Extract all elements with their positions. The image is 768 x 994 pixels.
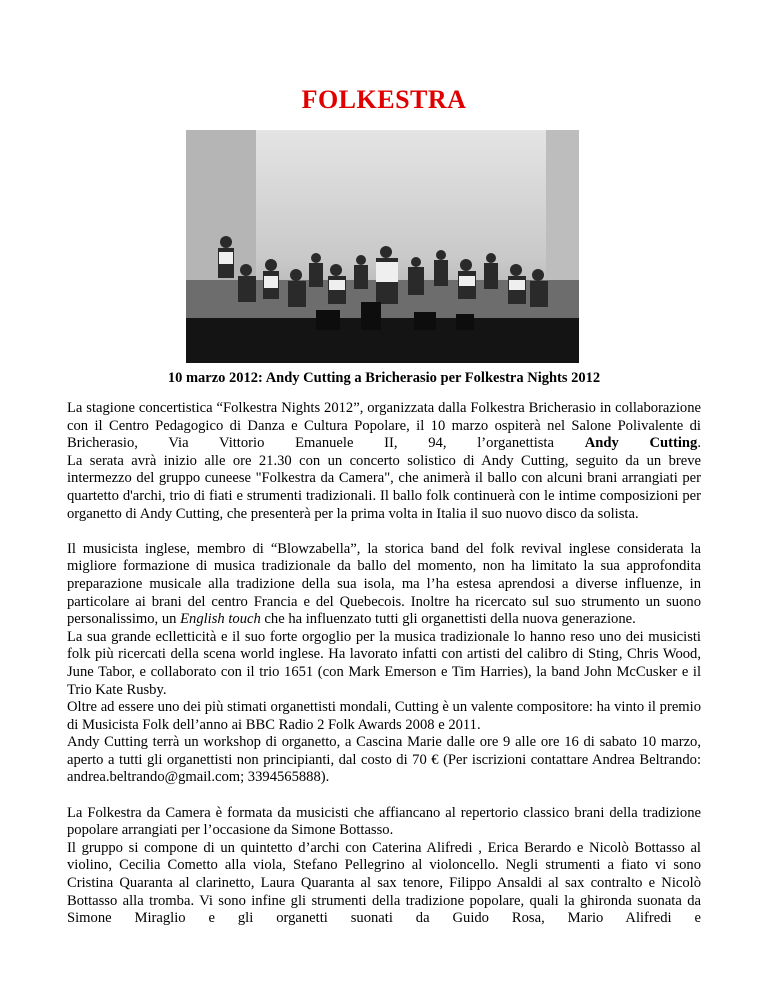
paragraph-1-intro bbox=[67, 400, 701, 453]
paragraph-1-program: La serata avrà inizio alle ore 21.30 con un concerto solistico di Andy Cutting, seguito da un breve intermezzo del gruppo cuneese "Folkestra da Camera", che animerà il ballo con alcuni brani arrangiati per quartetto d'archi, trio di fiati e strumenti tradizionali. Il ballo folk continuerà con le intime composizioni per organetto di Andy Cutting, che presenterà per la prima volta in Italia il suo nuovo disco da solista. bbox=[67, 452, 701, 522]
photo-caption: 10 marzo 2012: Andy Cutting a Bricherasio per Folkestra Nights 2012 bbox=[167, 370, 601, 386]
paragraph-3-chamber: La Folkestra da Camera è formata da musicisti che affiancano al repertorio classico brani della tradizione popolare arrangiati per l’occasione da Simone Bottasso. bbox=[67, 804, 701, 839]
orchestra-stage-image bbox=[186, 130, 579, 363]
page-title: FOLKESTRA bbox=[301, 85, 467, 114]
paragraph-2-musician bbox=[67, 541, 701, 629]
article-body bbox=[67, 400, 701, 928]
paragraph-2-career: La sua grande eclletticità e il suo forte orgoglio per la musica tradizionale lo hanno reso uno dei musicisti folk più ricercati della scena world inglese. Ha lavorato infatti con artisti del calibro di Sting, Chris Wood, June Tabor, e collaborato con il trio 1651 (con Mark Emerson e Tim Harries), la band John McCusker e il Trio Kate Rusby. bbox=[67, 628, 701, 698]
paragraph-2-awards: Oltre ad essere uno dei più stimati organettisti mondali, Cutting è un valente compositore: ha vinto il premio di Musicista Folk dell’anno ai BBC Radio 2 Folk Awards 2008 e 2011. bbox=[67, 699, 701, 733]
p1-text-b: . bbox=[697, 435, 701, 452]
paragraph-2-workshop: Andy Cutting terrà un workshop di organetto, a Cascina Marie dalle ore 9 alle ore 16 di sabato 10 marzo, aperto a tutti gli organettisti non principianti, dal costo di 70 € (Per iscrizioni contattare Andrea Beltrando: andrea.beltrando@gmail.com; 3394565888). bbox=[67, 734, 701, 786]
concert-photo bbox=[186, 130, 579, 363]
artist-name-bold: Andy Cutting bbox=[584, 435, 698, 452]
p2-text-b: che ha influenzato tutti gli organettisti della nuova generazione. bbox=[260, 611, 636, 628]
p1-text-a: La stagione concertistica “Folkestra Nights 2012”, organizzata dalla Folkestra Bricherasio in collaborazione con il Centro Pedagogico di Danza e Cultura Popolare, il 10 marzo ospiterà nel Salone Polivalente di Bricherasio, Via Vittorio Emanuele II, 94, l’organettista bbox=[67, 400, 701, 452]
p2-text-a: Il musicista inglese, membro di “Blowzabella”, la storica band del folk revival inglese considerata la migliore formazione di musica tradizionale da ballo del momento, non ha limitato la sua approfondita preparazione musicale alla tradizione della sua isola, ma l’ha estesa aprendosi a diverse influenze, in particolare ai brani del centro Francia e del Quebecois. Inoltre ha ricercato sul suo strumento un suono personalissimo, un bbox=[67, 540, 701, 628]
paragraph-3-members: Il gruppo si compone di un quintetto d’archi con Caterina Alifredi , Erica Berardo e Nicolò Bottasso al violino, Cecilia Cometto alla viola, Stefano Pellegrino al violoncello. Negli strumenti a fiato vi sono Cristina Quaranta al clarinetto, Laura Quaranta al sax tenore, Filippo Ansaldi al sax contralto e Nicolò Bottasso alla tromba. Vi sono infine gli strumenti della tradizione popolare, quali la ghironda suonata da Simone Miraglio e gli organetti suonati da Guido Rosa, Mario Alifredi e bbox=[67, 839, 701, 927]
english-touch-italic: English touch bbox=[180, 611, 261, 628]
